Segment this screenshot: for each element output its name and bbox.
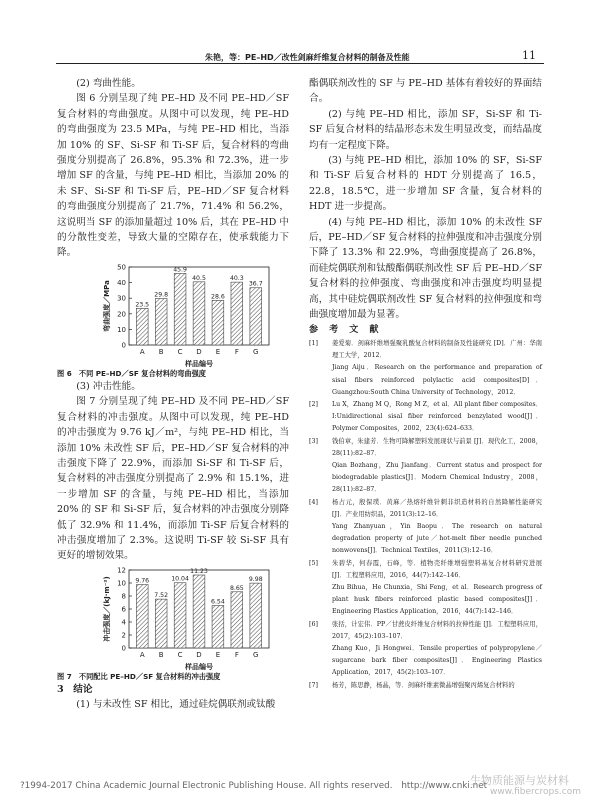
data-label: 23.5 bbox=[135, 301, 150, 309]
reference-item bbox=[309, 619, 542, 680]
x-tick-label: F bbox=[234, 347, 239, 356]
reference-english: Jiang Aiju．Research on the performance and preparation of sisal fibers reinforced polylactic acid composites[D]．Guangzhou:South China University of Technology，2012． bbox=[332, 364, 542, 396]
data-label: 6.54 bbox=[211, 598, 225, 606]
data-label: 29.8 bbox=[154, 291, 169, 299]
reference-item bbox=[309, 497, 542, 558]
bar-G bbox=[250, 583, 262, 648]
y-tick-label: 0 bbox=[121, 341, 126, 350]
figure-7-caption: 图 7 不同配比 PE–HD／SF 复合材料的冲击强度 bbox=[57, 671, 221, 681]
section-conclusion-heading: 3 结论 bbox=[57, 683, 93, 695]
x-tick-label: G bbox=[253, 347, 259, 356]
bar-D bbox=[193, 282, 205, 345]
bar-E bbox=[212, 605, 224, 648]
left-column bbox=[57, 76, 289, 713]
reference-number: [2] bbox=[309, 400, 318, 408]
y-tick-label: 30 bbox=[117, 294, 126, 303]
reference-number: [6] bbox=[309, 620, 318, 628]
header-rule bbox=[56, 63, 544, 64]
figure-6 bbox=[57, 261, 289, 369]
x-tick-label: B bbox=[158, 347, 164, 356]
reference-number: [5] bbox=[309, 559, 318, 567]
data-label: 40.3 bbox=[229, 275, 244, 283]
x-tick-label: A bbox=[139, 347, 145, 356]
x-tick-label: C bbox=[177, 650, 183, 659]
bar-B bbox=[155, 599, 167, 648]
y-tick-label: 20 bbox=[117, 310, 126, 319]
x-axis-label: 样品编号 bbox=[185, 662, 213, 671]
y-tick-label: 12 bbox=[117, 566, 126, 575]
bar-E bbox=[212, 300, 224, 345]
x-tick-label: D bbox=[196, 347, 202, 356]
x-tick-label: C bbox=[177, 347, 183, 356]
watermark-url: www.fibercrops.com bbox=[490, 787, 581, 797]
bar-C bbox=[174, 273, 186, 345]
data-label: 8.65 bbox=[229, 584, 244, 592]
y-tick-label: 6 bbox=[121, 605, 126, 614]
reference-english: Qian Bozhang，Zhu Jianfang．Current status and prospect for biodegradable plastics[J]．Modern Chemical Industry，2008，28(11):82–87． bbox=[332, 461, 542, 494]
bar-G bbox=[250, 288, 262, 345]
y-tick-label: 40 bbox=[117, 278, 126, 287]
figure-6-caption: 图 6 不同 PE–HD／SF 复合材料的弯曲强度 bbox=[57, 368, 206, 378]
y-tick-label: 2 bbox=[121, 631, 126, 640]
y-axis-label: 弯曲强度／MPa bbox=[103, 280, 111, 332]
copyright-footer: ?1994-2017 China Academic Journal Electronic Publishing House. All rights reserved. http://www.cnki.net bbox=[20, 781, 488, 791]
data-label: 9.98 bbox=[248, 575, 263, 583]
subsection-flexural: (2) 弯曲性能。 bbox=[76, 78, 141, 89]
reference-english: Yang Zhanyuan，Yin Baopu．The research on natural degradation property of jute／hot-melt fiber needle punched nonwovens[J]．Technical Textiles，2011(3):12–16． bbox=[332, 522, 542, 555]
running-title: 朱艳，等：PE–HD／改性剑麻纤维复合材料的制备及性能 bbox=[205, 53, 410, 62]
reference-item bbox=[309, 436, 542, 497]
page-number: 11 bbox=[522, 49, 536, 62]
data-label: 45.9 bbox=[173, 266, 187, 274]
y-tick-label: 8 bbox=[121, 592, 126, 601]
bar-D bbox=[193, 575, 205, 648]
bar-F bbox=[231, 592, 243, 648]
reference-item bbox=[309, 338, 542, 399]
y-tick-label: 0 bbox=[121, 644, 126, 653]
data-label: 10.04 bbox=[171, 575, 189, 583]
watermark-text: 生物质能源与炭材料 bbox=[470, 774, 569, 787]
conclusion-1: (1) 与未改性 SF 相比，通过硅烷偶联剂或钛酸 bbox=[76, 699, 276, 711]
x-tick-label: D bbox=[196, 650, 202, 659]
y-tick-label: 4 bbox=[121, 618, 126, 627]
bar-F bbox=[231, 282, 243, 345]
bar-A bbox=[136, 584, 148, 647]
reference-chinese: 姜爱菊．剑麻纤维增强聚乳酸复合材料的制备及性能研究 [D]．广州：华南理工大学，2012． bbox=[332, 339, 542, 360]
conclusion-4: (4) 与纯 PE–HD 相比，添加 10% 的未改性 SF 后，PE–HD／SF 复合材料的拉伸强度和冲击强度分别下降了 13.3% 和 22.9%，弯曲强度提高了 26.8%，而硅烷偶联剂和钛酸酯偶联剂改性 SF 后 PE–HD／SF 复合材料的拉伸强度、弯曲强度和冲击强度均明显提高，其中硅烷偶联剂改性 SF 复合材料的拉伸强度和弯曲强度增加最为显著。 bbox=[309, 216, 543, 321]
reference-english: Lu X，Zhang M Q，Rong M Z，et al．All plant fiber composites．I:Unidirectional sisal fiber reinforced benzylated wood[J]．Polymer Composites，2002，23(4):624–633． bbox=[332, 400, 542, 433]
data-label: 11.23 bbox=[190, 567, 208, 575]
reference-chinese: 钱伯章，朱建芳．生物可降解塑料发展现状与前景 [J]．现代化工，2008，28(11):82–87． bbox=[332, 437, 542, 457]
bar-B bbox=[155, 298, 167, 344]
reference-number: [4] bbox=[309, 498, 318, 506]
data-label: 9.76 bbox=[135, 577, 150, 585]
references-heading: 参 考 文 献 bbox=[309, 324, 383, 335]
impact-strength-chart bbox=[57, 564, 289, 672]
reference-item bbox=[309, 680, 542, 692]
x-tick-label: F bbox=[234, 650, 239, 659]
data-label: 7.52 bbox=[154, 591, 169, 599]
reference-chinese: 杨芳，陈思静，杨晶，等．剑麻纤维素微晶增强聚丙烯复合材料的 bbox=[332, 681, 515, 689]
reference-chinese: 朱碧华，何春霞，石峰，等．植物壳纤维增强塑料基复合材料研究进展 [J]．工程塑料应用，2016，44(7):142–146． bbox=[332, 559, 542, 579]
reference-english: Zhang Kuo，Ji Hongwei．Tensile properties of polypropylene／sugarcane bark fiber composites[J]．Engineering Plastics Application，2017，45(2):103–107． bbox=[332, 644, 542, 677]
data-label: 40.5 bbox=[192, 274, 206, 282]
bar-C bbox=[174, 582, 186, 647]
reference-item bbox=[309, 399, 542, 436]
reference-number: [7] bbox=[309, 681, 318, 689]
reference-chinese: 杨占元，殷保璞．黄麻／热熔纤维针刺非织造材料的自然降解性能研究 [J]．产业用纺织品，2011(3):12–16． bbox=[332, 498, 542, 518]
x-tick-label: G bbox=[253, 650, 259, 659]
data-label: 28.6 bbox=[211, 293, 225, 301]
reference-item bbox=[309, 558, 542, 619]
conclusion-3: (3) 与纯 PE–HD 相比，添加 10% 的 SF，Si-SF 和 Ti-SF 后复合材料的 HDT 分别提高了 16.5，22.8，18.5℃，进一步增加 SF 含量，复合材料的 HDT 进一步提高。 bbox=[309, 155, 542, 213]
y-axis-label: 冲击强度／(kJ·m⁻²) bbox=[103, 576, 111, 642]
reference-english: Zhu Bihua，He Chunxia，Shi Feng，et al．Research progress of plant husk fibers reinforced plastic based composites[J]．Engineering Plastics Application，2016，44(7):142–146． bbox=[332, 583, 542, 616]
y-tick-label: 10 bbox=[117, 579, 126, 588]
paragraph-impact: 图 7 分别呈现了纯 PE–HD 及不同 PE–HD／SF 复合材料的冲击强度。从图中可以发现，纯 PE–HD 的冲击强度为 9.76 kJ／m²，与纯 PE–HD 相比，当添加 10% 未改性 SF 后，PE–HD／SF 复合材料的冲击强度下降了 22.9%，而添加 Si-SF 和 Ti-SF 后，复合材料的冲击强度分别提高了 2.9% 和 15.1%，进一步增加 SF 的含量，与纯 PE–HD 相比，当添加 20% 的 SF 和 Si-SF 后，复合材料的冲击强度分别降低了 32.9% 和 11.4%，而添加 Ti-SF 后复合材料的冲击强度增加了 2.3%。这说明 Ti-SF 较 Si-SF 具有更好的增韧效果。 bbox=[57, 396, 289, 562]
flexural-strength-chart bbox=[57, 261, 289, 369]
conclusion-1-continued: 酯偶联剂改性的 SF 与 PE–HD 基体有着较好的界面结合。 bbox=[309, 78, 542, 105]
figure-7 bbox=[57, 564, 289, 672]
x-axis-label: 样品编号 bbox=[185, 359, 213, 368]
paragraph-flexural: 图 6 分别呈现了纯 PE–HD 及不同 PE–HD／SF 复合材料的弯曲强度。从图中可以发现，纯 PE–HD 的弯曲强度为 23.5 MPa，与纯 PE–HD 相比，当添加 10% 的 SF、Si-SF 和 Ti-SF 后，复合材料的弯曲强度分别提高了 26.8%，95.3% 和 72.3%，进一步增加 SF 的含量，与纯 PE–HD 相比，当添加 20% 的未 SF、Si-SF 和 Ti-SF 后，PE–HD／SF 复合材料的弯曲强度分别提高了 21.7%，71.4% 和 56.2%，这说明当 SF 的添加量超过 10% 后，其在 PE–HD 中的分散性变差，导致大量的空隙存在，使承载能力下降。 bbox=[57, 93, 289, 259]
y-tick-label: 50 bbox=[117, 263, 126, 272]
bar-A bbox=[136, 308, 148, 345]
conclusion-2: (2) 与纯 PE–HD 相比，添加 SF，Si-SF 和 Ti-SF 后复合材料的结晶形态未发生明显改变，而结晶度均有一定程度下降。 bbox=[309, 108, 542, 151]
reference-chinese: 张括，计宏伟．PP／甘蔗皮纤维复合材料的拉伸性能 [J]．工程塑料应用，2017，45(2):103–107． bbox=[332, 620, 542, 640]
reference-number: [3] bbox=[309, 437, 318, 445]
x-tick-label: A bbox=[139, 650, 145, 659]
subsection-impact: (3) 冲击性能。 bbox=[76, 380, 141, 392]
data-label: 36.7 bbox=[248, 280, 263, 288]
x-tick-label: B bbox=[158, 650, 164, 659]
right-column bbox=[309, 76, 542, 692]
reference-number: [1] bbox=[309, 339, 318, 347]
reference-list bbox=[309, 338, 542, 692]
x-tick-label: E bbox=[215, 650, 221, 659]
y-tick-label: 10 bbox=[117, 325, 126, 334]
x-tick-label: E bbox=[215, 347, 221, 356]
